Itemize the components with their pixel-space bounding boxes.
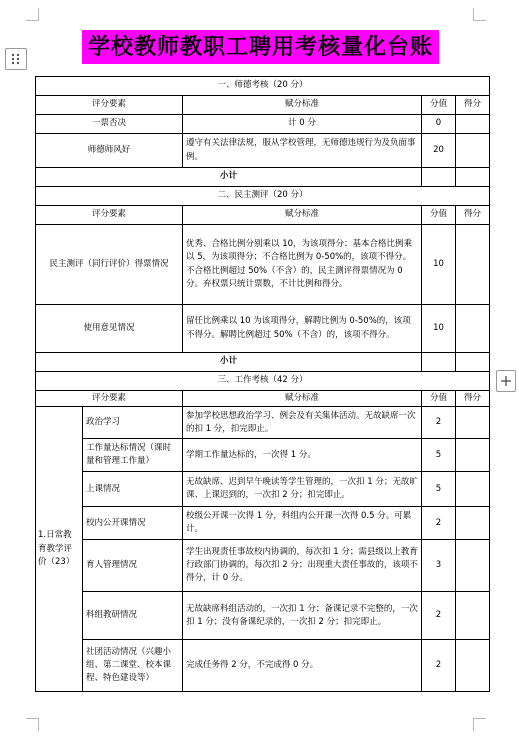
score-cell: 2	[422, 407, 456, 439]
table-row	[36, 507, 490, 540]
column-header-got: 得分	[456, 96, 490, 115]
got-cell[interactable]	[456, 439, 490, 472]
section-title: 三、工作考核（42 分）	[36, 372, 490, 391]
got-cell[interactable]	[456, 225, 490, 305]
column-header-got: 得分	[456, 391, 490, 407]
group-cell: 1.日常教育教学评价（23）	[36, 407, 83, 692]
table-row	[36, 540, 490, 592]
item-cell: 科组教研情况	[83, 592, 183, 640]
got-cell[interactable]	[456, 507, 490, 540]
got-cell[interactable]	[456, 115, 490, 134]
standard-cell: 完成任务得 2 分，不完成得 0 分。	[183, 640, 422, 692]
got-cell[interactable]	[456, 472, 490, 507]
column-header-item: 评分要素	[36, 96, 183, 115]
standard-cell: 遵守有关法律法规，服从学校管理，无师德违规行为及负面事例。	[183, 134, 422, 168]
column-header-standard: 赋分标准	[183, 96, 422, 115]
crop-mark-top-left	[26, 8, 39, 21]
standard-cell: 留任比例乘以 10 为该项得分，解聘比例为 0-50%的，该项不得分。解聘比例超过 50%（不含）的，该项不得分。	[183, 305, 422, 353]
column-header-item: 评分要素	[36, 391, 183, 407]
table-row	[36, 439, 490, 472]
subtotal-label: 小计	[36, 168, 422, 187]
score-cell: 10	[422, 225, 456, 305]
standard-cell: 参加学校思想政治学习、例会及有关集体活动。无故缺席一次的扣 1 分，扣完即止。	[183, 407, 422, 439]
score-cell: 5	[422, 439, 456, 472]
table-row	[36, 115, 490, 134]
subtotal-got[interactable]	[456, 168, 490, 187]
section-title: 二、民主测评（20 分）	[36, 187, 490, 206]
item-cell: 使用意见情况	[36, 305, 183, 353]
table-row	[36, 305, 490, 353]
got-cell[interactable]	[456, 305, 490, 353]
item-cell: 政治学习	[83, 407, 183, 439]
standard-cell: 无故缺席科组活动的，一次扣 1 分；备课记录不完整的，一次扣 1 分；没有备课纪录的，一次扣 2 分；扣完即止。	[183, 592, 422, 640]
page-title: 学校教师教职工聘用考核量化台账	[82, 30, 439, 64]
item-cell: 工作量达标情况（课时量和管理工作量）	[83, 439, 183, 472]
column-header-standard: 赋分标准	[183, 206, 422, 225]
score-cell: 2	[422, 640, 456, 692]
score-cell: 20	[422, 134, 456, 168]
plus-icon	[500, 375, 512, 387]
score-cell: 10	[422, 305, 456, 353]
standard-cell: 校级公开课一次得 1 分，科组内公开课一次得 0.5 分。可累计。	[183, 507, 422, 540]
crop-mark-bottom-right	[473, 718, 486, 731]
table-move-handle[interactable]	[5, 48, 27, 70]
subtotal-score[interactable]	[422, 168, 456, 187]
got-cell[interactable]	[456, 592, 490, 640]
item-cell: 一票否决	[36, 115, 183, 134]
item-cell: 师德师风好	[36, 134, 183, 168]
got-cell[interactable]	[456, 540, 490, 592]
add-row-button[interactable]	[496, 370, 516, 392]
score-cell: 3	[422, 540, 456, 592]
crop-mark-bottom-left	[26, 718, 39, 731]
column-header-standard: 赋分标准	[183, 391, 422, 407]
table-row	[36, 134, 490, 168]
standard-cell: 计 0 分	[183, 115, 422, 134]
standard-cell: 无故缺席、迟到早午晚读等学生管理的，一次扣 1 分；无故旷课、上课迟到的，一次扣 2 分；扣完即止。	[183, 472, 422, 507]
table-row	[36, 472, 490, 507]
got-cell[interactable]	[456, 640, 490, 692]
column-header-score: 分值	[422, 391, 456, 407]
item-cell: 育人管理情况	[83, 540, 183, 592]
crop-mark-top-right	[473, 8, 486, 21]
standard-cell: 学期工作量达标的，一次得 1 分。	[183, 439, 422, 472]
item-cell: 上课情况	[83, 472, 183, 507]
table-row	[36, 407, 490, 439]
column-header-item: 评分要素	[36, 206, 183, 225]
score-cell: 5	[422, 472, 456, 507]
assessment-table	[35, 76, 490, 692]
score-cell: 0	[422, 115, 456, 134]
score-cell: 2	[422, 592, 456, 640]
subtotal-score[interactable]	[422, 353, 456, 372]
standard-cell: 优秀、合格比例分别乘以 10，为该项得分；基本合格比例乘以 5，为该项得分；不合格比例为 0-50%的，该项不得分。不合格比例超过 50%（不含）的，民主测评得票情况为 0 分。弃权票只统计票数，不计比例和得分。	[183, 225, 422, 305]
item-cell: 民主测评（同行评价）得票情况	[36, 225, 183, 305]
subtotal-label: 小计	[36, 353, 422, 372]
got-cell[interactable]	[456, 134, 490, 168]
item-cell: 社团活动情况（兴趣小组、第二课堂、校本课程、特色建设等）	[83, 640, 183, 692]
table-row	[36, 592, 490, 640]
column-header-got: 得分	[456, 206, 490, 225]
got-cell[interactable]	[456, 407, 490, 439]
drag-grip-icon	[11, 53, 21, 65]
item-cell: 校内公开课情况	[83, 507, 183, 540]
section-title: 一、师德考核（20 分）	[36, 77, 490, 96]
table-row	[36, 225, 490, 305]
subtotal-got[interactable]	[456, 353, 490, 372]
score-cell: 2	[422, 507, 456, 540]
column-header-score: 分值	[422, 206, 456, 225]
standard-cell: 学生出现责任事故校内协调的，每次扣 1 分；需县级以上教育行政部门协调的，每次扣 2 分；出现重大责任事故的，该项不得分，计 0 分。	[183, 540, 422, 592]
table-row	[36, 640, 490, 692]
column-header-score: 分值	[422, 96, 456, 115]
